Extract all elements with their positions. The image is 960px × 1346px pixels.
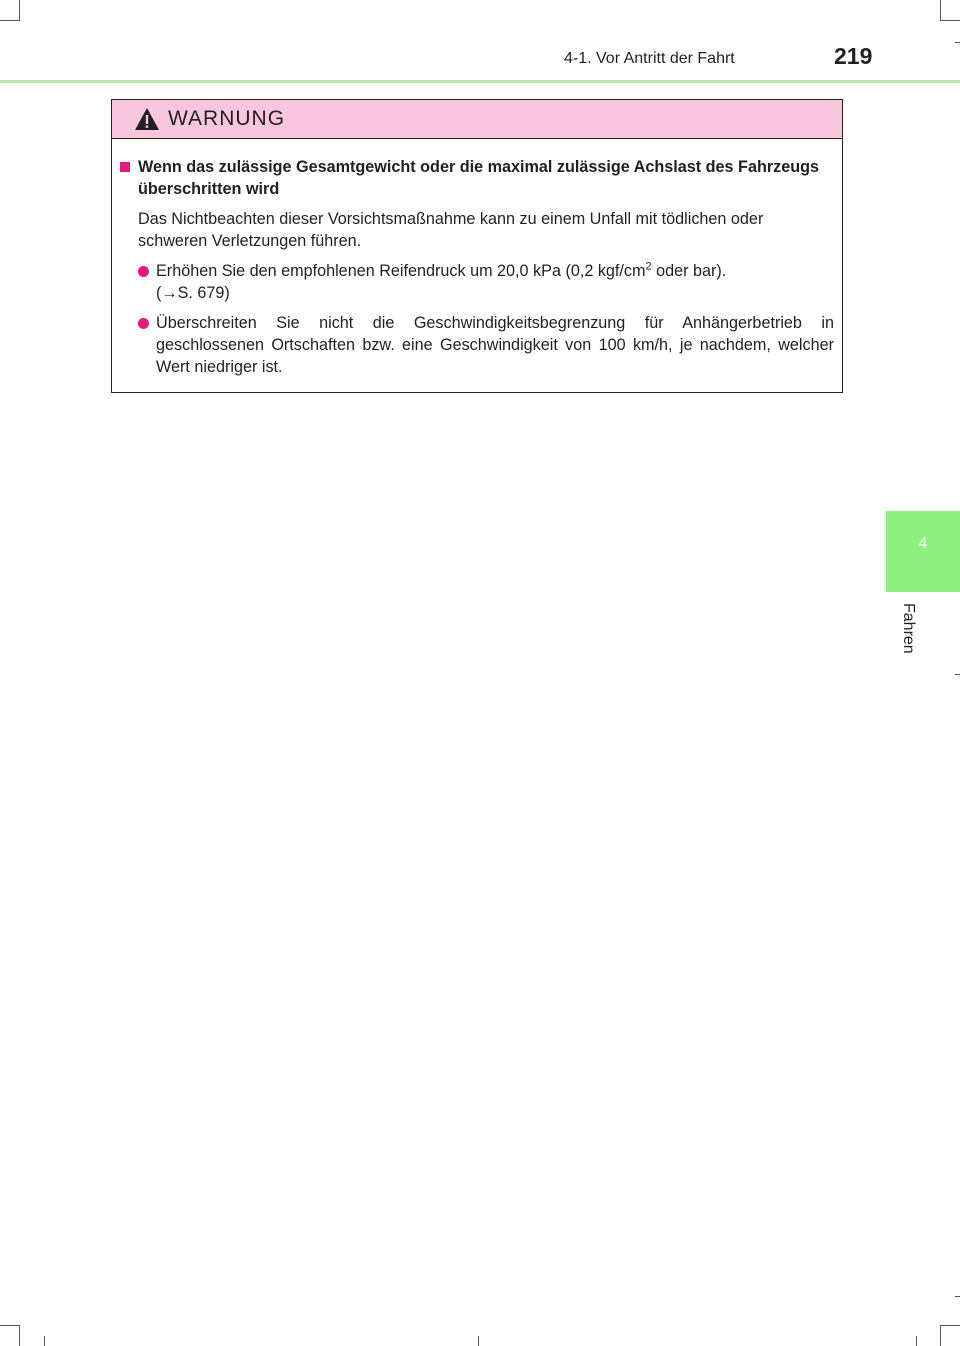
page-reference: (→S. 679) xyxy=(156,284,230,302)
bullet-text xyxy=(156,260,726,304)
header-divider xyxy=(0,80,960,83)
chapter-label: Fahren xyxy=(900,603,917,654)
round-bullet-icon xyxy=(138,266,149,277)
warning-heading-row xyxy=(120,156,834,200)
crop-mark xyxy=(916,1336,917,1346)
page-number: 219 xyxy=(834,43,873,69)
warning-triangle-icon xyxy=(134,107,160,131)
crop-mark xyxy=(955,42,960,43)
bullet-item xyxy=(138,312,834,378)
warning-box xyxy=(111,99,843,393)
warning-paragraph: Das Nichtbeachten dieser Vorsichtsmaßnahme kann zu einem Unfall mit tödlichen oder schweren Verletzungen führen. xyxy=(138,210,764,250)
bullet-text-part: oder bar). xyxy=(651,262,727,280)
round-bullet-icon xyxy=(138,318,149,329)
warning-heading: Wenn das zulässige Gesamtgewicht oder die maximal zulässige Achslast des Fahrzeugs überschritten wird xyxy=(138,158,820,198)
crop-mark xyxy=(955,674,960,675)
warning-title: WARNUNG xyxy=(168,107,286,130)
crop-mark xyxy=(0,1325,20,1326)
section-title: 4-1. Vor Antritt der Fahrt xyxy=(564,50,735,67)
chapter-number: 4 xyxy=(918,535,928,552)
crop-mark xyxy=(44,1336,45,1346)
crop-mark xyxy=(940,1325,960,1326)
crop-mark xyxy=(19,1325,20,1346)
crop-mark xyxy=(940,20,960,21)
crop-mark xyxy=(955,1296,960,1297)
crop-mark xyxy=(940,0,941,20)
warning-body xyxy=(112,139,842,378)
crop-mark xyxy=(478,1336,479,1346)
crop-mark xyxy=(940,1325,941,1346)
superscript: 2 xyxy=(645,260,652,273)
bullet-text-part: Erhöhen Sie den empfohlenen Reifendruck um 20,0 kPa (0,2 kgf/cm xyxy=(156,262,646,280)
square-bullet-icon xyxy=(120,162,130,172)
warning-header xyxy=(112,100,842,139)
crop-mark xyxy=(19,0,20,20)
bullet-item xyxy=(138,260,834,304)
chapter-tab xyxy=(886,511,960,592)
crop-mark xyxy=(0,20,20,21)
bullet-text: Überschreiten Sie nicht die Geschwindigkeitsbegrenzung für Anhängerbetrieb in geschlossenen Ortschaften bzw. eine Geschwindigkeit von 100 km/h, je nachdem, welcher Wert niedriger ist. xyxy=(156,314,834,376)
